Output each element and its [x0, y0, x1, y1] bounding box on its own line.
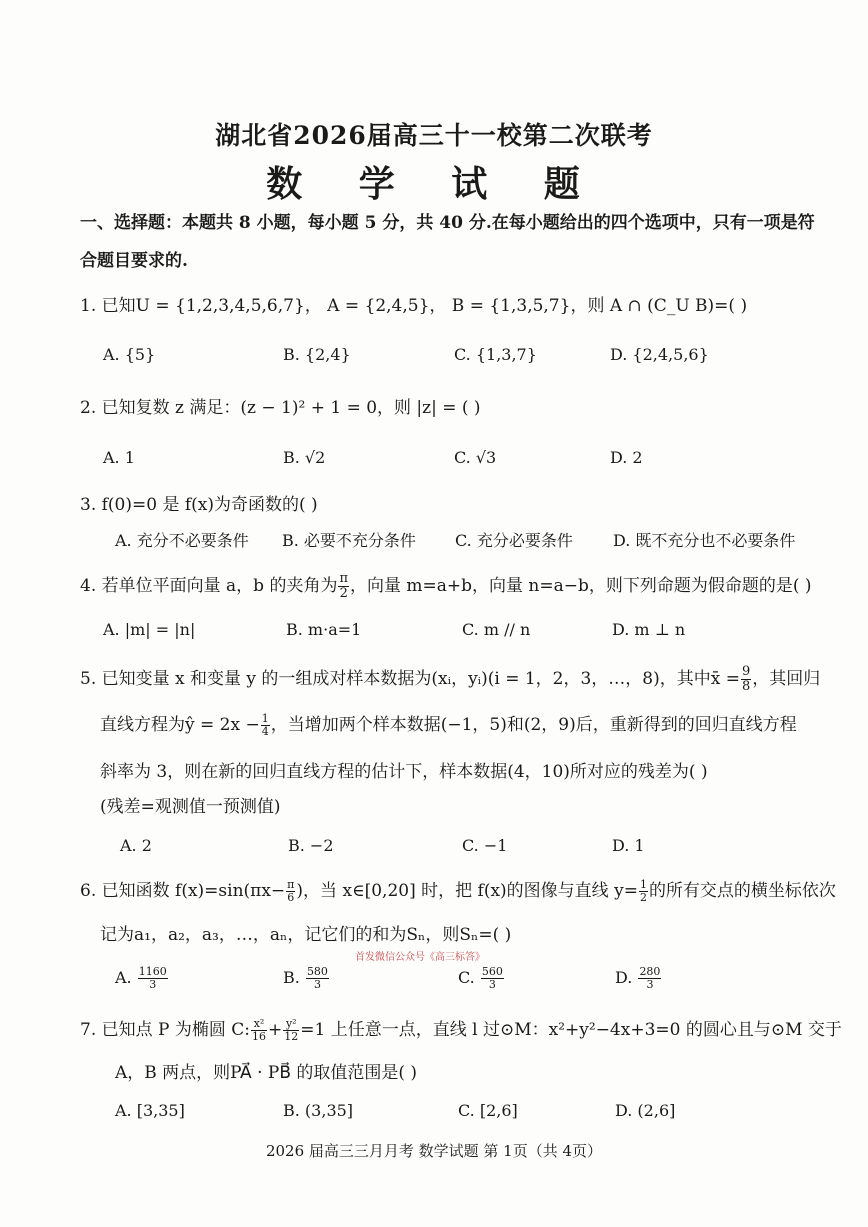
fraction-y2-over-12: $\frac{\text{y²}}{12}$ [284, 1017, 299, 1043]
question-3-option-a: A. 充分不必要条件 [115, 531, 249, 550]
fraction-1-over-4: $\frac{1}{4}$ [261, 712, 269, 738]
question-1-option-a: A. {5} [103, 345, 156, 364]
question-4-option-d: D. m ⊥ n [612, 620, 686, 639]
exam-subject: 数 学 试 题 [266, 163, 602, 205]
fraction-pi-over-6: $\frac{\pi}{6}$ [287, 878, 295, 904]
fraction-x2-over-16: $\frac{\text{x²}}{16}$ [252, 1017, 267, 1043]
question-7-line-1: 7. 已知点 P 为椭圆 C: $\frac{\text{x²}}{16}$ + $\frac{\text{y²}}{12}$ =1 上任意一点，直线 l 过⊙M：x²+y²−4x+3=0 的圆心且与⊙M 交于 [80, 1017, 842, 1043]
question-2-option-b: B. √2 [283, 448, 326, 467]
question-1-stem: 1. 已知U = {1,2,3,4,5,6,7}， A = {2,4,5}， B = {1,3,5,7}，则 A ∩ (C_U B)=( ) [80, 296, 748, 316]
question-7-option-c: C. [2,6] [458, 1101, 518, 1120]
question-5-option-c: C. −1 [462, 836, 508, 855]
fraction-pi-over-2: $\frac{\pi}{2}$ [339, 571, 348, 601]
question-1-option-b: B. {2,4} [283, 345, 351, 364]
question-3-stem: 3. f(0)=0 是 f(x)为奇函数的( ) [80, 495, 318, 515]
question-1-option-d: D. {2,4,5,6} [610, 345, 709, 364]
fraction-1-over-2: $\frac{1}{2}$ [639, 878, 647, 904]
question-6-option-c: C. $\frac{560}{3}$ [458, 965, 503, 991]
question-5-line-2: 直线方程为ŷ = 2x − $\frac{1}{4}$ ，当增加两个样本数据(−1，5)和(2，9)后，重新得到的回归直线方程 [100, 712, 797, 738]
question-6-option-a: A. $\frac{1160}{3}$ [115, 965, 167, 991]
question-6-line-1: 6. 已知函数 f(x)=sin(πx− $\frac{\pi}{6}$ )，当 x∈[0,20] 时，把 f(x)的图像与直线 y= $\frac{1}{2}$ 的所有交点的横坐标依次 [80, 878, 836, 904]
question-1-option-c: C. {1,3,7} [454, 345, 537, 364]
question-5-line-1: 5. 已知变量 x 和变量 y 的一组成对样本数据为(xᵢ，yᵢ)(i = 1，2，3，…，8)，其中x̄ = $\frac{9}{8}$ ，其回归 [80, 664, 821, 694]
question-5-option-d: D. 1 [612, 836, 645, 855]
question-2-stem: 2. 已知复数 z 满足：(z − 1)² + 1 = 0，则 |z| = ( ) [80, 398, 481, 418]
question-4-stem-start: 4. 若单位平面向量 a，b 的夹角为 [80, 576, 338, 596]
question-5-option-a: A. 2 [120, 836, 152, 855]
section-heading-line2: 合题目要求的. [80, 251, 188, 271]
question-7-option-b: B. (3,35] [283, 1101, 354, 1120]
question-3-option-c: C. 充分必要条件 [455, 531, 573, 550]
fraction-9-over-8: $\frac{9}{8}$ [741, 664, 751, 694]
question-3-option-b: B. 必要不充分条件 [282, 531, 416, 550]
question-4-option-c: C. m // n [462, 620, 531, 639]
question-7-option-a: A. [3,35] [115, 1101, 185, 1120]
exam-title: 湖北省2026届高三十一校第二次联考 [215, 121, 653, 150]
question-4-option-b: B. m·a=1 [286, 620, 362, 639]
question-6-option-d: D. $\frac{280}{3}$ [615, 965, 661, 991]
question-3-option-d: D. 既不充分也不必要条件 [613, 531, 796, 550]
question-6-line-2: 记为a₁，a₂，a₃，…，aₙ，记它们的和为Sₙ，则Sₙ=( ) [100, 925, 512, 945]
page-footer: 2026 届高三三月月考 数学试题 第 1页（共 4页） [265, 1142, 603, 1160]
question-2-option-c: C. √3 [454, 448, 497, 467]
question-4-stem-end: ，向量 m=a+b，向量 n=a−b，则下列命题为假命题的是( ) [350, 576, 812, 596]
question-5-option-b: B. −2 [288, 836, 334, 855]
question-5-line-4: (残差=观测值一预测值) [100, 797, 281, 817]
watermark-text: 首发微信公众号《高三标答》 [355, 952, 485, 963]
question-2-option-d: D. 2 [610, 448, 643, 467]
question-6-option-b: B. $\frac{580}{3}$ [283, 965, 328, 991]
question-4-stem [80, 572, 812, 601]
question-2-option-a: A. 1 [103, 448, 135, 467]
question-7-option-d: D. (2,6] [615, 1101, 676, 1120]
question-4-option-a: A. |m| = |n| [103, 620, 196, 639]
section-heading-line1: 一、选择题：本题共 8 小题，每小题 5 分，共 40 分.在每小题给出的四个选项中，只有一项是符 [80, 213, 815, 233]
question-7-line-2: A，B 两点，则PA⃗ · PB⃗ 的取值范围是( ) [115, 1063, 418, 1083]
question-5-line-3: 斜率为 3，则在新的回归直线方程的估计下，样本数据(4，10)所对应的残差为( ) [100, 762, 708, 782]
